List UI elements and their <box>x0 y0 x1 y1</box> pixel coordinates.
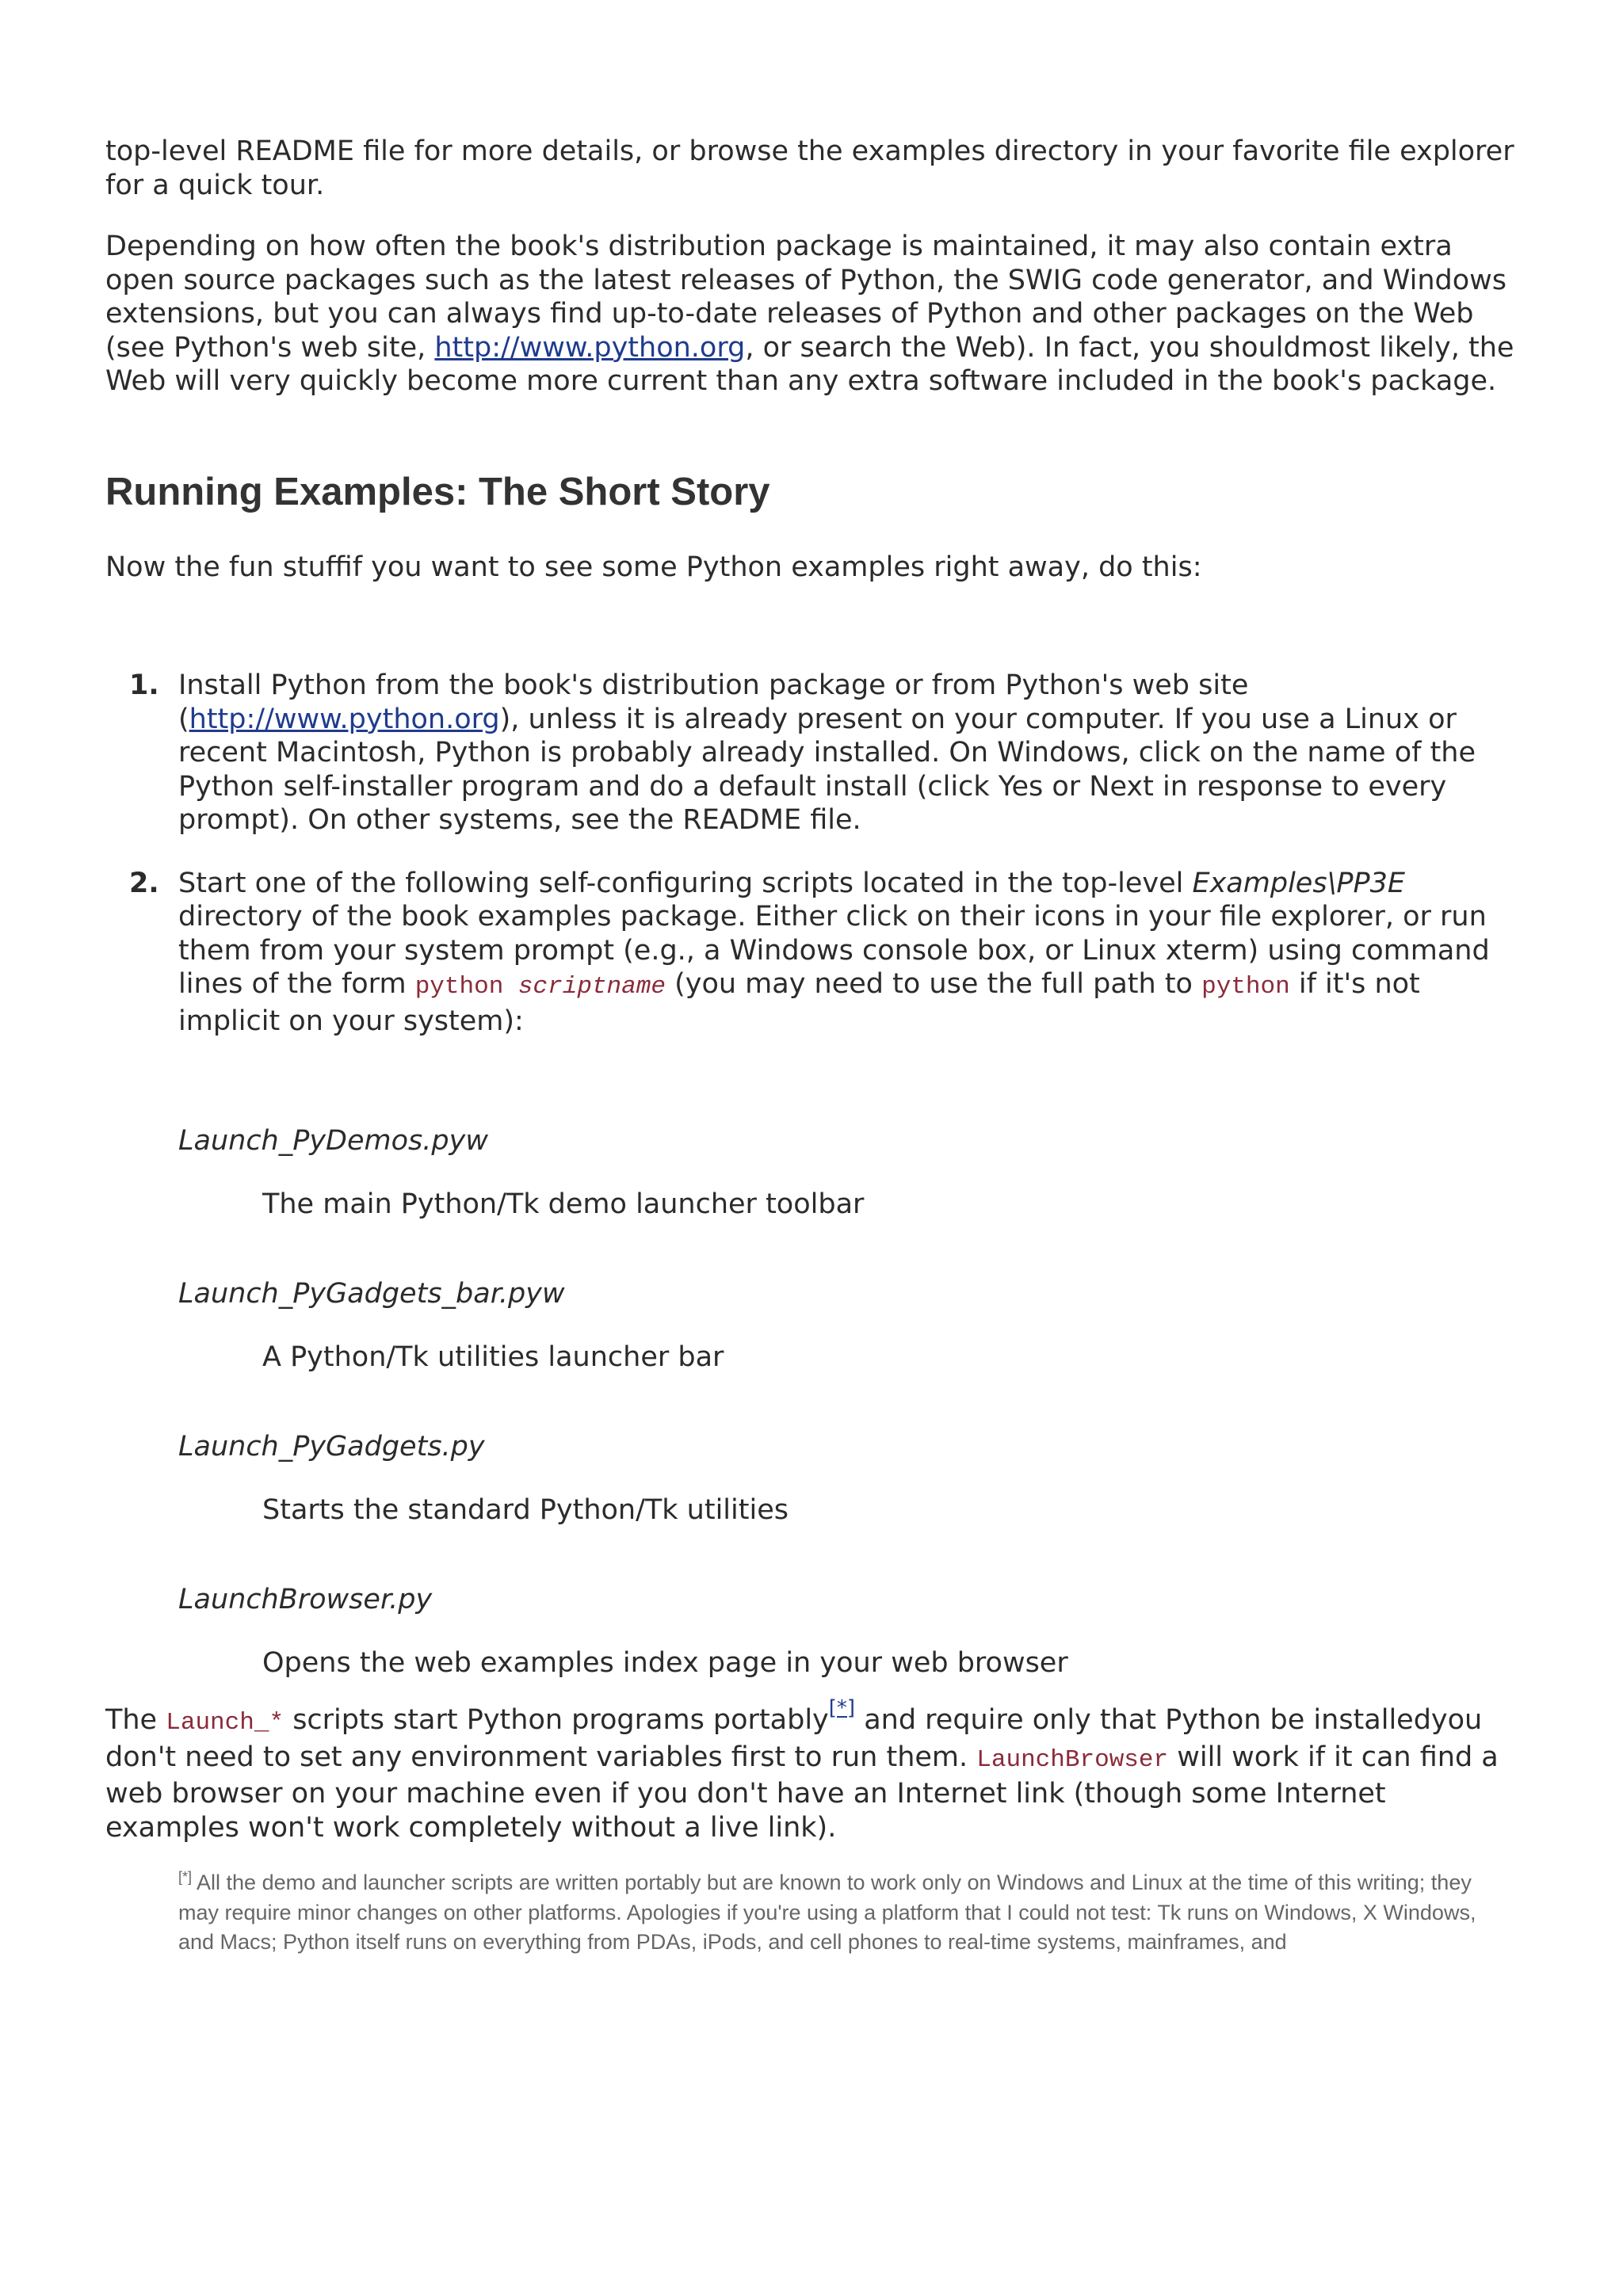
script-name: LaunchBrowser.py <box>178 1584 433 1615</box>
step-2 <box>105 867 1516 1039</box>
script-name: Launch_PyGadgets.py <box>178 1431 485 1463</box>
code-space <box>503 973 518 1001</box>
examples-path: Examples\PP3E <box>1192 867 1405 899</box>
script-name: Launch_PyGadgets_bar.pyw <box>178 1278 565 1310</box>
python-code: python <box>1201 973 1290 1001</box>
footnote <box>178 1868 1516 1958</box>
intro-p2-text-end: , or search the Web). In fact, you shouldmost likely, the Web will very quickly become more current than any extra software included in the book's package. <box>105 331 1514 397</box>
script-name: Launch_PyDemos.pyw <box>178 1125 488 1157</box>
step-2-text: directory of the book examples package. Either click on their icons in your file explorer, or run them from your system prompt (e.g., a Windows console box, or Linux xterm) using command lines of the form <box>178 901 1490 1000</box>
steps-list <box>105 669 1516 1038</box>
section-heading: Running Examples: The Short Story <box>105 470 770 513</box>
script-description: Starts the standard Python/Tk utilities <box>262 1493 789 1526</box>
scripts-list <box>178 1124 1516 1680</box>
section-lead: Now the fun stuffif you want to see some Python examples right away, do this: <box>105 551 1202 583</box>
step-1 <box>105 669 1516 837</box>
python-command-code: python <box>414 973 504 1001</box>
footnote-mark: [*] <box>178 1869 193 1885</box>
script-description: A Python/Tk utilities launcher bar <box>262 1341 724 1373</box>
step-2-text: Start one of the following self-configuring scripts located in the top-level <box>178 867 1193 899</box>
footnote-text: All the demo and launcher scripts are written portably but are known to work only on Windows and Linux at the time of this writing; they may require minor changes on other platforms. Apologies if you're using a platform that I could not test: Tk runs on Windows, X Windows, and Macs; Python itself runs on everything from PDAs, iPods, and cell phones to real-time systems, mainframes, and <box>178 1871 1476 1954</box>
closing-paragraph <box>105 1696 1516 1844</box>
step-number: 2. <box>129 867 159 899</box>
document-page <box>105 135 1516 1958</box>
step-1-text-end: ), unless it is already present on your computer. If you use a Linux or recent Macintosh, Python is probably already installed. On Windows, click on the name of the Python self-installer program and do a default install (click Yes or Next in response to every prompt). On other systems, see the README file. <box>178 703 1476 836</box>
launch-scripts-code: Launch_* <box>166 1709 285 1737</box>
script-description: The main Python/Tk demo launcher toolbar <box>262 1188 865 1220</box>
intro-paragraph-2 <box>105 230 1516 399</box>
step-1-text: Install Python from the book's distribution package or from Python's web site ( <box>178 669 1249 735</box>
step-2-text: (you may need to use the full path to <box>665 968 1202 1000</box>
python-org-link-step-1[interactable]: http://www.python.org <box>189 703 500 735</box>
step-2-text-end: if it's not implicit on your system): <box>178 968 1420 1037</box>
closing-text-end: will work if it can find a web browser on your machine even if you don't have an Internet link (though some Internet examples won't work completely without a live link). <box>105 1741 1499 1844</box>
launchbrowser-code: LaunchBrowser <box>976 1745 1169 1774</box>
closing-text: and require only that Python be installedyou don't need to set any environment variables first to run them. <box>105 1704 1483 1773</box>
python-org-link[interactable]: http://www.python.org <box>434 331 746 364</box>
footnote-link[interactable]: [*] <box>828 1696 856 1720</box>
script-description: Opens the web examples index page in your web browser <box>262 1646 1068 1679</box>
closing-text: The <box>105 1704 166 1736</box>
scriptname-code: scriptname <box>517 973 666 1001</box>
intro-paragraph-1: top-level README file for more details, or browse the examples directory in your favorite file explorer for a quick tour. <box>105 135 1514 201</box>
closing-text: scripts start Python programs portably <box>284 1704 829 1736</box>
step-number: 1. <box>129 669 159 701</box>
intro-p2-text: Depending on how often the book's distribution package is maintained, it may also contain extra open source packages such as the latest releases of Python, the SWIG code generator, and Windows extensions, but you can always find up-to-date releases of Python and other packages on the Web (see Python's web site, <box>105 231 1507 364</box>
